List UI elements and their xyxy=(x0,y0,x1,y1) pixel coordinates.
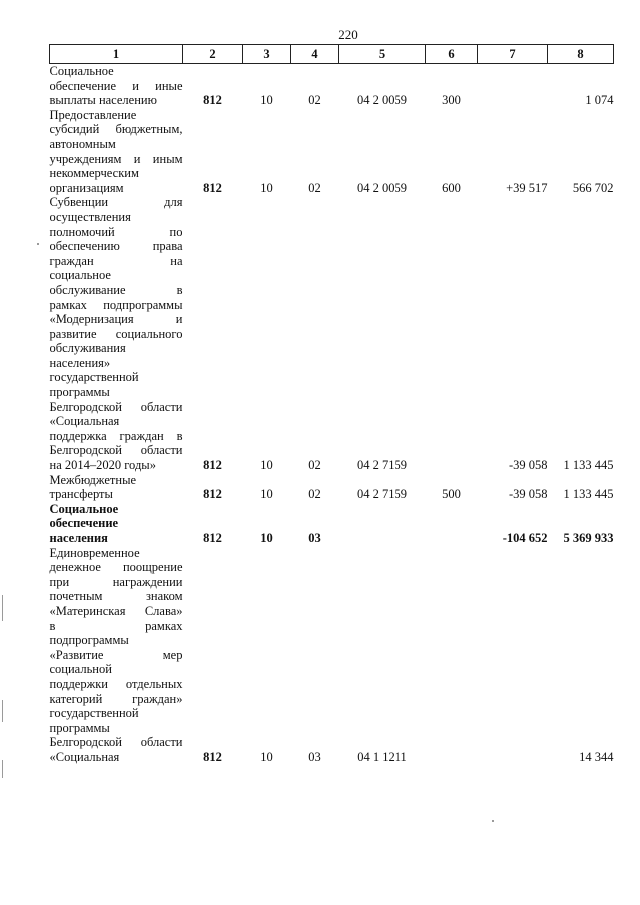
row-name-line: Белгородской области xyxy=(49,735,183,750)
row-name-line: Белгородской области xyxy=(49,443,183,458)
target-article-code: 04 2 0059 xyxy=(357,93,407,108)
section-code: 10 xyxy=(260,487,273,502)
subsection-code: 02 xyxy=(308,93,321,108)
row-name-line: «Развитие мер xyxy=(49,647,183,662)
row-name-line: субсидий бюджетным, xyxy=(49,122,183,137)
row-name xyxy=(50,195,183,472)
row-name-line: почетным знаком xyxy=(49,589,183,604)
grbs-code: 812 xyxy=(203,487,222,502)
row-name-line: осуществления xyxy=(49,209,131,224)
row-name-line: обеспечению права xyxy=(49,239,183,254)
grbs-code: 812 xyxy=(203,180,222,195)
row-name-line: выплаты населению xyxy=(49,93,157,108)
row-name-line: рамках подпрограммы xyxy=(49,297,183,312)
table-row xyxy=(50,502,614,546)
table-row xyxy=(50,473,614,502)
page-number: 220 xyxy=(338,27,358,42)
row-name-line: обслуживание в xyxy=(49,282,183,297)
row-name-line: «Модернизация и xyxy=(49,312,183,327)
row-name xyxy=(50,473,183,502)
row-name-line: Субвенции для xyxy=(49,195,183,210)
scan-artifact xyxy=(37,243,39,245)
row-name-line: трансферты xyxy=(49,487,113,502)
subsection-code: 03 xyxy=(308,749,321,764)
row-name-line: программы xyxy=(49,720,110,735)
section-code: 10 xyxy=(260,93,273,108)
table-row xyxy=(50,108,614,196)
row-name-line: в рамках xyxy=(49,618,183,633)
row-name xyxy=(50,546,183,765)
column-header: 6 xyxy=(426,45,478,64)
row-name-line: социальной xyxy=(49,662,112,677)
expense-type-code xyxy=(426,546,478,765)
change-amount: -39 058 xyxy=(508,458,548,473)
change-amount: +39 517 xyxy=(506,180,548,195)
row-name-line: денежное поощрение xyxy=(49,560,183,575)
grbs-code: 812 xyxy=(203,93,222,108)
row-name-line: обслуживания xyxy=(49,341,126,356)
total-amount: 566 702 xyxy=(572,180,614,195)
row-name xyxy=(50,502,183,546)
expense-type-code: 300 xyxy=(442,93,461,108)
row-name-line: Социальное xyxy=(49,64,114,78)
total-amount: 5 369 933 xyxy=(563,531,614,545)
section-code: 10 xyxy=(260,749,273,764)
row-name-line: обеспечение xyxy=(49,516,119,531)
budget-table xyxy=(49,44,614,765)
row-name-line: граждан на xyxy=(49,253,183,268)
row-name-line: автономным xyxy=(49,136,116,151)
header-row xyxy=(50,45,614,64)
row-name-line: поддержки отдельных xyxy=(49,676,183,691)
table-row xyxy=(50,546,614,765)
section-code: 10 xyxy=(260,180,273,195)
column-header: 2 xyxy=(183,45,243,64)
scan-artifact xyxy=(2,700,3,722)
subsection-code: 03 xyxy=(308,531,321,545)
row-name-line: государственной xyxy=(49,706,139,721)
row-name-line: Социальное xyxy=(49,501,119,516)
row-name-line: населения xyxy=(49,531,108,545)
column-header: 3 xyxy=(243,45,291,64)
table-row xyxy=(50,195,614,472)
grbs-code: 812 xyxy=(203,749,222,764)
row-name-line: некоммерческим xyxy=(49,166,139,181)
row-name-line: обеспечение и иные xyxy=(49,78,183,93)
column-header: 4 xyxy=(291,45,339,64)
row-name-line: при награждении xyxy=(49,574,183,589)
change-amount: -39 058 xyxy=(508,487,548,502)
target-article-code: 04 2 7159 xyxy=(357,487,407,502)
change-amount: -104 652 xyxy=(502,531,548,545)
row-name-line: государственной xyxy=(49,370,139,385)
row-name-line: подпрограммы xyxy=(49,633,129,648)
subsection-code: 02 xyxy=(308,180,321,195)
scan-artifact xyxy=(492,820,494,822)
row-name-line: «Социальная xyxy=(49,414,120,429)
expense-type-code xyxy=(426,195,478,472)
table-body xyxy=(50,64,614,765)
row-name-line: полномочий по xyxy=(49,224,183,239)
column-header: 8 xyxy=(548,45,614,64)
target-article-code: 04 1 1211 xyxy=(357,749,407,764)
row-name-line: поддержка граждан в xyxy=(49,428,183,443)
row-name-line: населения» xyxy=(49,355,111,370)
subsection-code: 02 xyxy=(308,458,321,473)
row-name-line: Белгородской области xyxy=(49,399,183,414)
scan-artifact xyxy=(2,595,3,621)
table-row xyxy=(50,64,614,108)
total-amount: 1 133 445 xyxy=(563,458,614,473)
row-name-line: развитие социального xyxy=(49,326,183,341)
row-name-line: категорий граждан» xyxy=(49,691,183,706)
grbs-code: 812 xyxy=(203,531,222,545)
total-amount: 1 074 xyxy=(585,93,614,108)
column-header: 1 xyxy=(50,45,183,64)
expense-type-code xyxy=(426,502,478,546)
row-name-line: Предоставление xyxy=(49,107,137,122)
column-header: 5 xyxy=(339,45,426,64)
row-name xyxy=(50,64,183,108)
scan-artifact xyxy=(2,760,3,778)
row-name-line: на 2014–2020 годы» xyxy=(49,458,156,473)
row-name-line: программы xyxy=(49,385,110,400)
row-name-line: социальное xyxy=(49,268,111,283)
grbs-code: 812 xyxy=(203,458,222,473)
row-name-line: организациям xyxy=(49,180,124,195)
row-name-line: Межбюджетные xyxy=(49,472,137,487)
subsection-code: 02 xyxy=(308,487,321,502)
total-amount: 14 344 xyxy=(579,749,614,764)
column-header: 7 xyxy=(478,45,548,64)
row-name-line: Единовременное xyxy=(49,545,140,560)
target-article-code: 04 2 0059 xyxy=(357,180,407,195)
expense-type-code: 500 xyxy=(442,487,461,502)
change-amount xyxy=(478,64,548,108)
total-amount: 1 133 445 xyxy=(563,487,614,502)
expense-type-code: 600 xyxy=(442,180,461,195)
row-name-line: «Социальная xyxy=(49,749,120,764)
section-code: 10 xyxy=(260,531,273,545)
row-name xyxy=(50,108,183,196)
row-name-line: учреждениям и иным xyxy=(49,151,183,166)
row-name-line: «Материнская Слава» xyxy=(49,603,183,618)
target-article-code: 04 2 7159 xyxy=(357,458,407,473)
section-code: 10 xyxy=(260,458,273,473)
change-amount xyxy=(478,546,548,765)
target-article-code xyxy=(339,502,426,546)
